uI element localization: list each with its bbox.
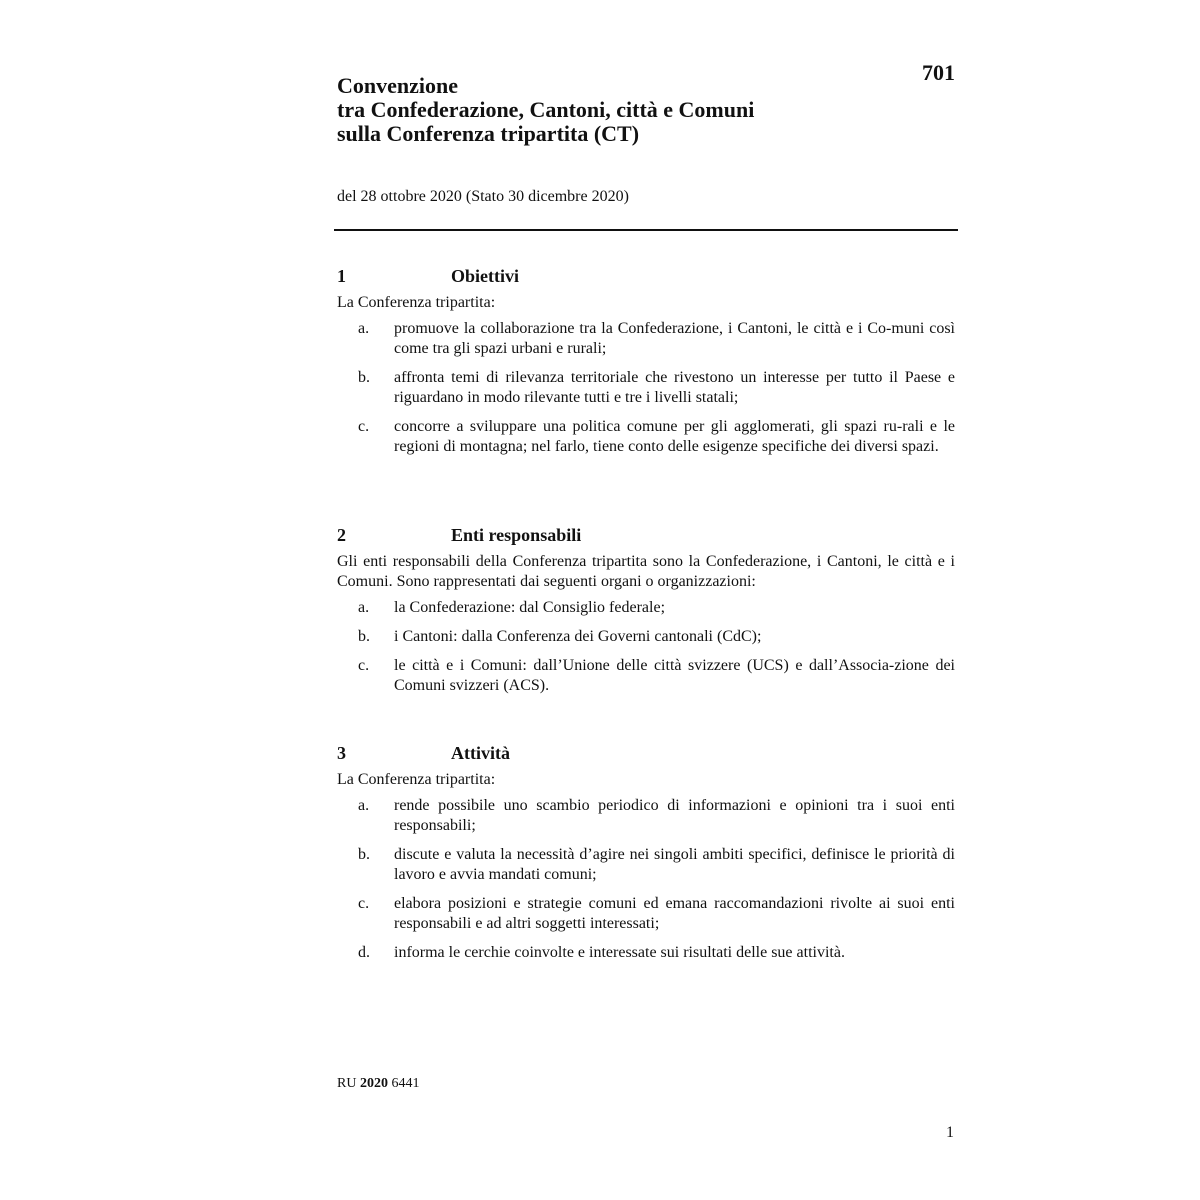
title-line: tra Confederazione, Cantoni, città e Comuni bbox=[337, 97, 755, 122]
title-line: Convenzione bbox=[337, 73, 458, 98]
list-item bbox=[337, 845, 955, 885]
item-text: informa le cerchie coinvolte e interessate sui risultati delle sue attività. bbox=[394, 944, 845, 961]
item-marker: d. bbox=[358, 944, 370, 961]
ru-page: 6441 bbox=[391, 1076, 420, 1091]
list-item bbox=[337, 894, 955, 934]
page-number: 1 bbox=[946, 1124, 954, 1141]
title-line: sulla Conferenza tripartita (CT) bbox=[337, 121, 640, 146]
list-item bbox=[337, 319, 955, 359]
list-item bbox=[337, 656, 955, 696]
section-title: Enti responsabili bbox=[451, 525, 582, 545]
section-attivita bbox=[337, 742, 955, 972]
item-list bbox=[337, 598, 955, 696]
ru-year: 2020 bbox=[359, 1076, 388, 1091]
section-title: Obiettivi bbox=[451, 266, 519, 286]
item-marker: c. bbox=[358, 895, 370, 912]
section-enti-responsabili bbox=[337, 524, 955, 705]
item-text: i Cantoni: dalla Conferenza dei Governi cantonali (CdC); bbox=[394, 628, 762, 645]
official-compilation-reference bbox=[337, 1076, 419, 1092]
item-text: promuove la collaborazione tra la Confederazione, i Cantoni, le città e i Co-muni così come tra gli spazi urbani e rurali; bbox=[394, 320, 955, 357]
item-marker: c. bbox=[358, 657, 370, 674]
sr-number: 701 bbox=[922, 60, 955, 85]
item-text: discute e valuta la necessità d’agire nei singoli ambiti specifici, definisce le priorità di lavoro e avvia mandati comuni; bbox=[394, 846, 955, 883]
item-list bbox=[337, 796, 955, 963]
item-text: affronta temi di rilevanza territoriale che rivestono un interesse per tutto il Paese e riguardano in modo rilevante tutti e tre i livelli statali; bbox=[394, 369, 955, 406]
section-intro: La Conferenza tripartita: bbox=[337, 294, 496, 311]
date-status-line: del 28 ottobre 2020 (Stato 30 dicembre 2020) bbox=[337, 188, 629, 205]
section-number: 2 bbox=[337, 525, 346, 545]
list-item bbox=[337, 598, 955, 618]
section-heading bbox=[337, 742, 955, 764]
item-text: la Confederazione: dal Consiglio federale; bbox=[394, 599, 666, 616]
item-text: concorre a sviluppare una politica comune per gli agglomerati, gli spazi ru-rali e le regioni di montagna; nel farlo, tiene conto delle esigenze specifiche dei diversi spazi. bbox=[394, 418, 955, 455]
item-text: rende possibile uno scambio periodico di informazioni e opinioni tra i suoi enti responsabili; bbox=[394, 797, 955, 834]
item-marker: b. bbox=[358, 846, 370, 863]
document-title bbox=[337, 74, 897, 146]
item-marker: a. bbox=[358, 320, 370, 337]
item-marker: b. bbox=[358, 628, 370, 645]
header-divider bbox=[334, 229, 958, 231]
section-heading bbox=[337, 265, 955, 287]
ru-prefix: RU bbox=[337, 1076, 357, 1091]
list-item bbox=[337, 796, 955, 836]
section-intro: La Conferenza tripartita: bbox=[337, 771, 496, 788]
section-number: 1 bbox=[337, 266, 346, 286]
list-item bbox=[337, 943, 955, 963]
section-title: Attività bbox=[451, 743, 510, 763]
item-list bbox=[337, 319, 955, 457]
item-marker: c. bbox=[358, 418, 370, 435]
list-item bbox=[337, 417, 955, 457]
item-text: le città e i Comuni: dall’Unione delle città svizzere (UCS) e dall’Associa-zione dei Comuni svizzeri (ACS). bbox=[394, 657, 955, 694]
item-text: elabora posizioni e strategie comuni ed emana raccomandazioni rivolte ai suoi enti responsabili e ad altri soggetti interessati; bbox=[394, 895, 955, 932]
list-item bbox=[337, 627, 955, 647]
item-marker: a. bbox=[358, 797, 370, 814]
item-marker: b. bbox=[358, 369, 370, 386]
section-obiettivi bbox=[337, 265, 955, 466]
section-heading bbox=[337, 524, 955, 546]
list-item bbox=[337, 368, 955, 408]
section-intro: Gli enti responsabili della Conferenza tripartita sono la Confederazione, i Cantoni, le città e i Comuni. Sono rappresentati dai seguenti organi o organizzazioni: bbox=[337, 553, 955, 590]
item-marker: a. bbox=[358, 599, 370, 616]
section-number: 3 bbox=[337, 743, 346, 763]
